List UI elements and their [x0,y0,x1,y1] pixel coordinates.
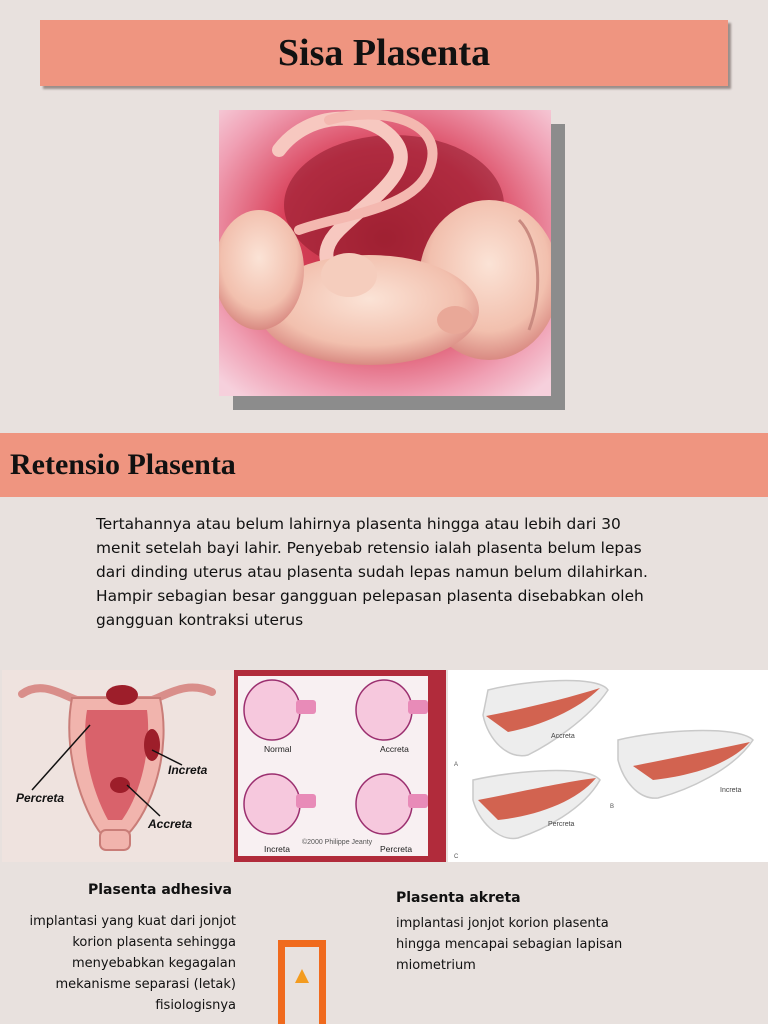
label-normal: Normal [264,744,292,754]
section-title: Retensio Plasenta [10,448,236,481]
label-b: B [610,804,615,810]
uterus-sections-diagram [448,670,768,862]
fetus-image [219,110,551,396]
section-banner [0,433,768,497]
placenta-depth-diagram [448,670,768,862]
title-banner [40,20,728,86]
retensio-description: Tertahannya atau belum lahirnya plasenta hingga atau lebih dari 30 menit setelah bayi lahir. Penyebab retensio ialah plasenta belum lepas dari dinding uterus atau plasenta sudah lepas namun belum dilahirkan. Hampir sebagian besar gangguan pelepasan plasenta disebabkan oleh gangguan kontraksi uterus [96,515,648,629]
akreta-description: implantasi jonjot korion plasenta hingga mencapai sebagian lapisan miometrium [396,916,623,973]
adhesiva-description: implantasi yang kuat dari jonjot korion plasenta sehingga menyebabkan kegagalan mekanisme separasi (letak) fisiologisnya [29,914,236,1013]
uterus-diagram [2,670,446,862]
label-accreta-right: Accreta [551,733,575,740]
label-a: A [454,762,459,768]
label-increta: Increta [168,763,208,777]
label-increta-small: Increta [264,844,290,854]
label-increta-right: Increta [720,787,742,794]
copyright-note: ©2000 Philippe Jeanty [302,839,373,846]
label-accreta: Accreta [148,817,193,831]
label-percreta: Percreta [16,791,65,805]
slide-title: Sisa Plasenta [277,32,491,74]
fetus-illustration [219,110,551,396]
label-percreta-right: Percreta [548,821,575,828]
triangle-icon [295,969,309,983]
label-accreta-small: Accreta [380,744,409,754]
adhesiva-heading: Plasenta adhesiva [88,882,232,898]
label-c: C [454,854,459,860]
label-percreta-small: Percreta [380,844,413,854]
placenta-types-diagram [2,670,446,862]
akreta-heading: Plasenta akreta [396,890,521,906]
decorative-frame [278,940,326,1024]
